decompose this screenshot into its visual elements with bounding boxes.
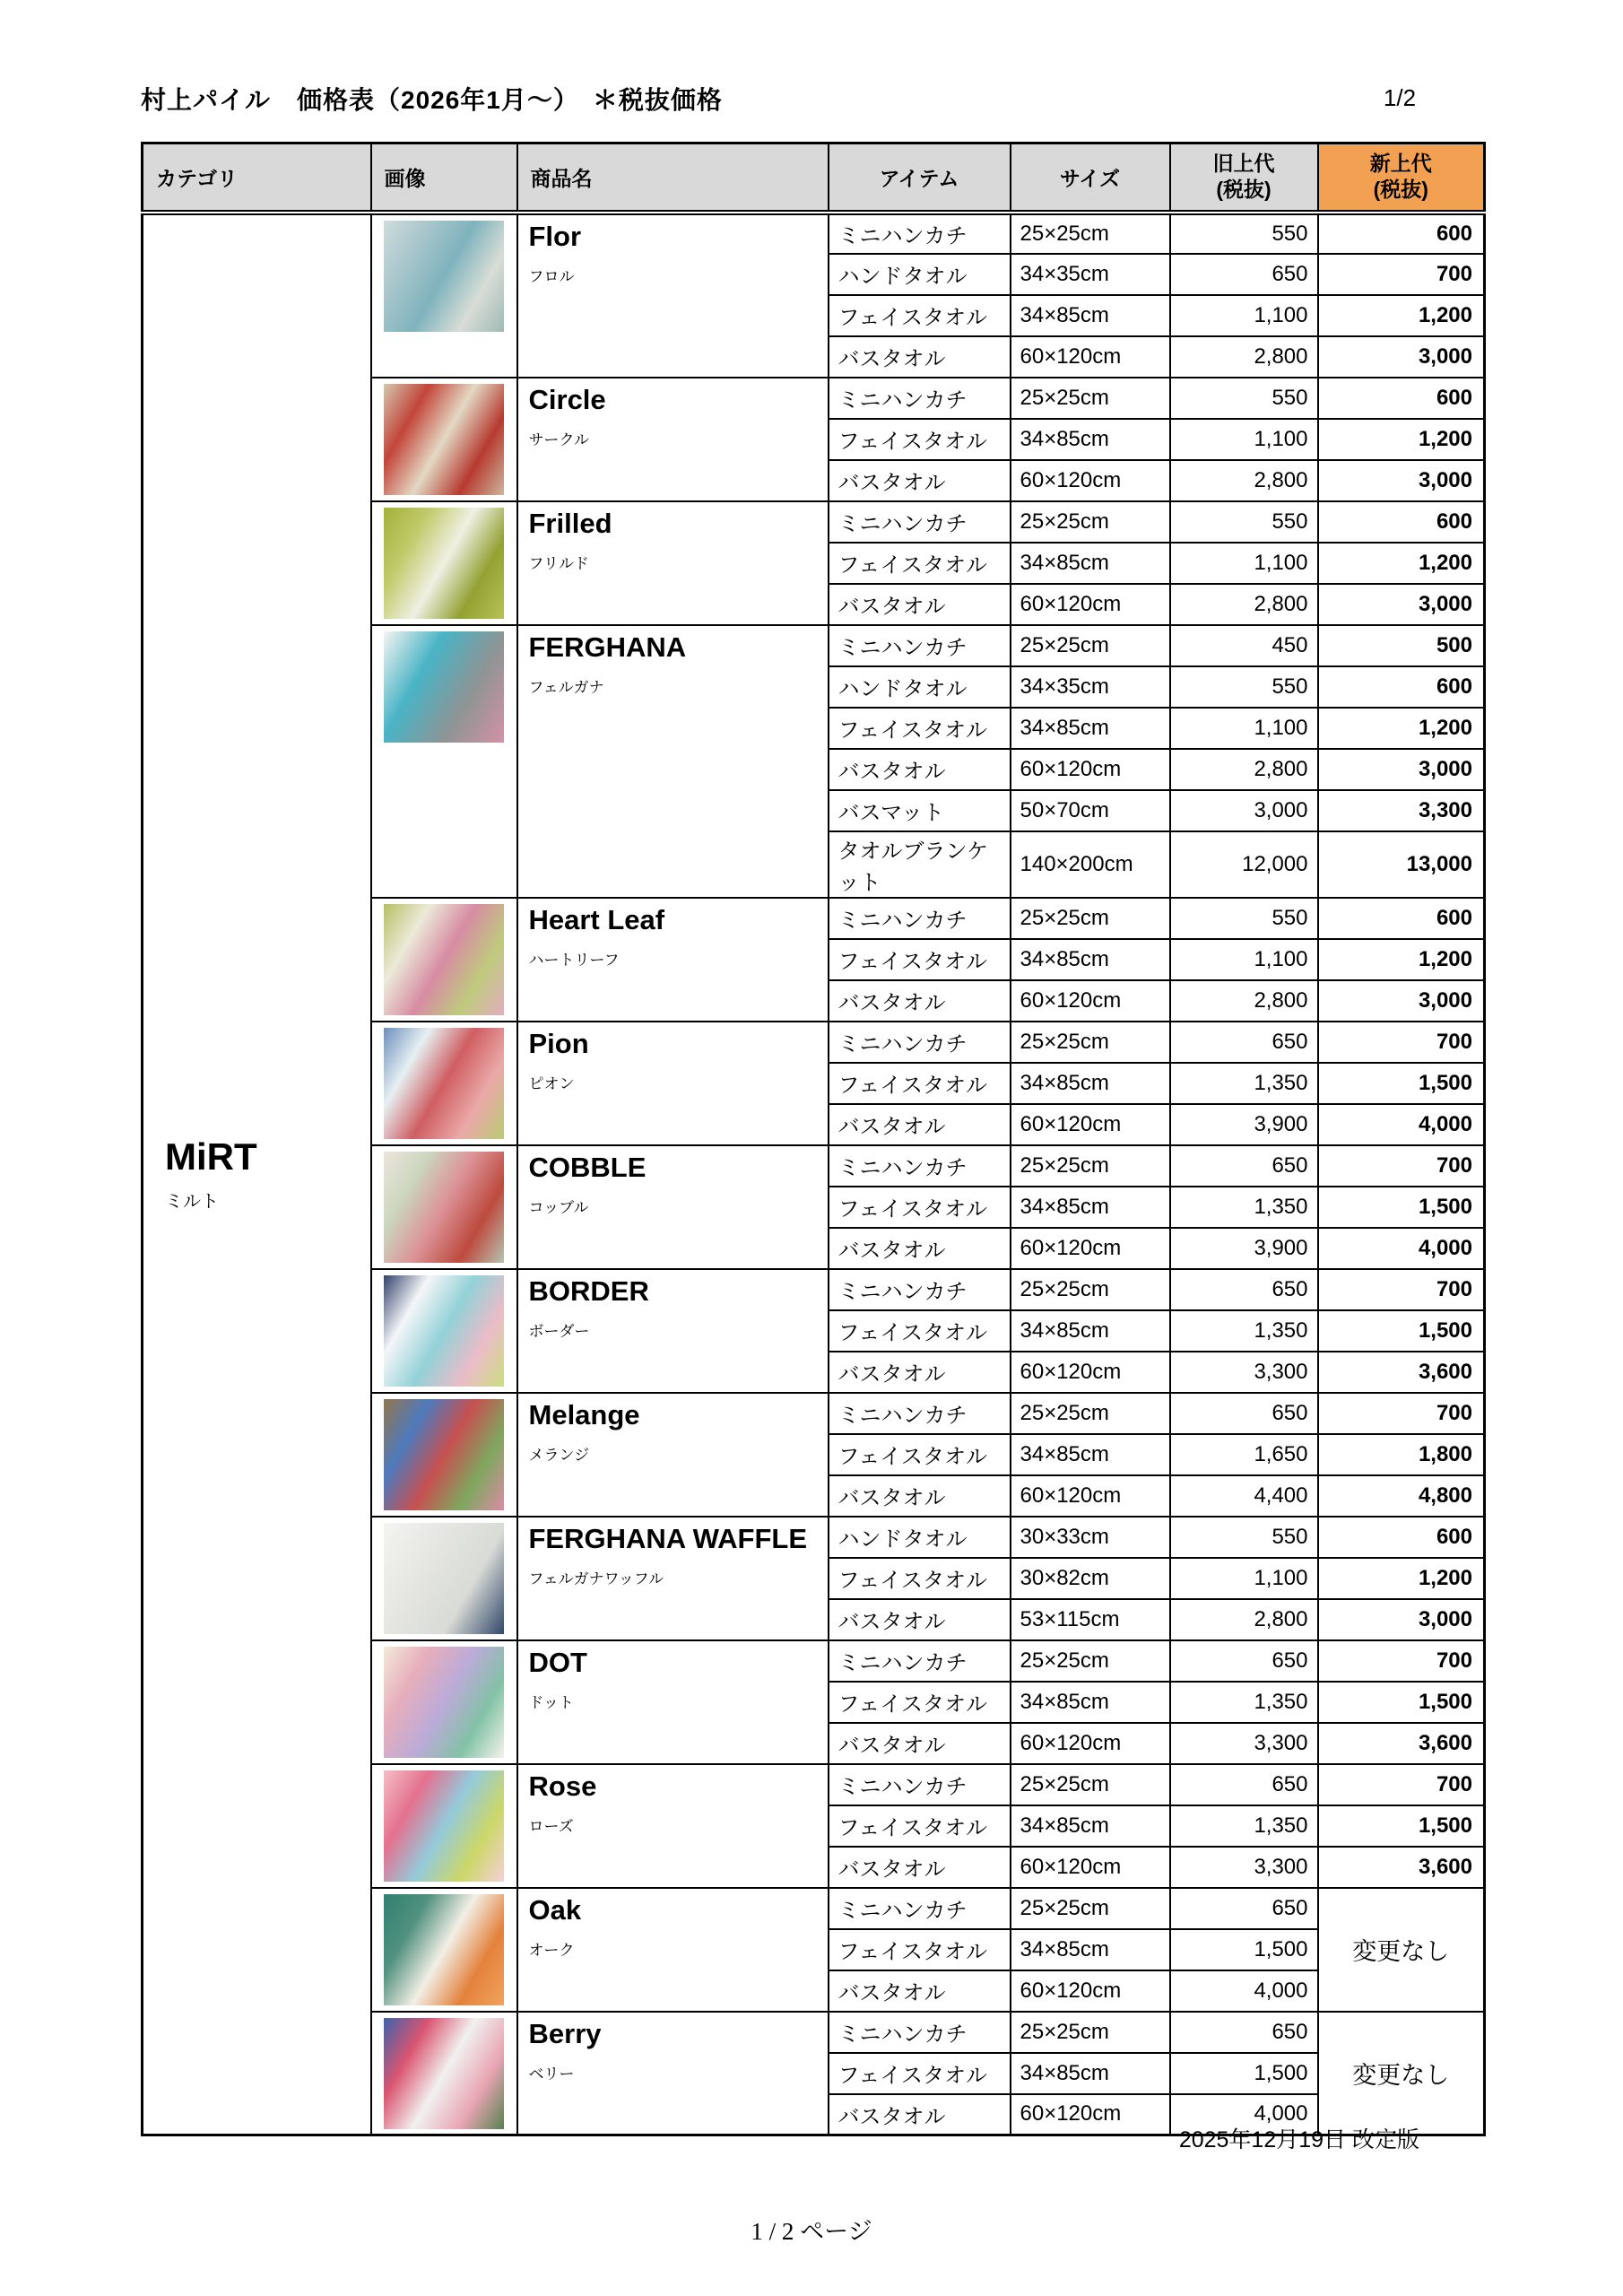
revision-note: 2025年12月19日 改定版 [1178,2127,1419,2152]
product-kana: サークル [528,430,589,448]
old-price-cell: 3,300 [1170,1847,1318,1888]
old-price-cell: 550 [1170,1517,1318,1558]
product-name: Pion [528,1027,589,1059]
old-price-cell: 1,100 [1170,708,1318,749]
old-price-cell: 650 [1170,1022,1318,1063]
size-cell: 25×25cm [1011,501,1170,543]
product-photo [384,1275,504,1387]
size-cell: 60×120cm [1011,1970,1170,2012]
product-name-cell [517,1888,829,2012]
new-price-cell: 700 [1318,1022,1485,1063]
new-price-cell: 4,800 [1318,1475,1485,1517]
new-price-cell: 1,200 [1318,543,1485,584]
product-photo [384,508,504,619]
old-price-cell: 550 [1170,898,1318,939]
col-header-new-price [1318,144,1485,213]
product-kana: ベリー [528,2065,575,2083]
size-cell: 34×85cm [1011,1063,1170,1104]
product-name-cell [517,378,829,501]
new-price-cell: 3,000 [1318,336,1485,378]
old-price-cell: 2,800 [1170,980,1318,1022]
item-cell: ミニハンカチ [829,501,1011,543]
old-price-cell: 3,000 [1170,790,1318,831]
size-cell: 34×85cm [1011,939,1170,980]
product-photo [384,1894,504,2005]
product-image-cell [371,1640,517,1764]
product-name: Rose [528,1770,597,1802]
product-name-cell [517,1145,829,1269]
item-cell: ミニハンカチ [829,1764,1011,1805]
old-price-cell: 1,100 [1170,295,1318,336]
size-cell: 34×85cm [1011,543,1170,584]
old-price-cell: 1,350 [1170,1682,1318,1723]
item-cell: ハンドタオル [829,666,1011,708]
old-price-cell: 1,350 [1170,1063,1318,1104]
size-cell: 60×120cm [1011,460,1170,501]
size-cell: 60×120cm [1011,584,1170,625]
size-cell: 60×120cm [1011,980,1170,1022]
old-price-cell: 3,300 [1170,1352,1318,1393]
size-cell: 25×25cm [1011,1764,1170,1805]
item-cell: バスタオル [829,1723,1011,1764]
item-cell: フェイスタオル [829,1187,1011,1228]
product-photo [384,1152,504,1263]
new-price-cell: 700 [1318,1764,1485,1805]
product-photo [384,1647,504,1758]
col-header-image: 画像 [371,144,517,213]
new-price-label-line2: (税抜) [1373,178,1428,202]
item-cell: ミニハンカチ [829,898,1011,939]
old-price-cell: 4,400 [1170,1475,1318,1517]
new-price-cell: 600 [1318,378,1485,419]
product-kana: ドット [528,1693,574,1711]
item-cell: バスタオル [829,749,1011,790]
item-cell: バスタオル [829,1970,1011,2012]
new-price-cell: 3,300 [1318,790,1485,831]
new-price-cell: 1,500 [1318,1682,1485,1723]
product-name: Melange [528,1398,640,1431]
old-price-cell: 2,800 [1170,584,1318,625]
size-cell: 34×85cm [1011,1805,1170,1847]
size-cell: 50×70cm [1011,790,1170,831]
item-cell: ミニハンカチ [829,2012,1011,2053]
product-kana: ローズ [528,1817,574,1835]
new-price-cell: 13,000 [1318,831,1485,898]
size-cell: 34×85cm [1011,1434,1170,1475]
new-price-cell: 1,800 [1318,1434,1485,1475]
product-image-cell [371,213,517,378]
item-cell: バスタオル [829,336,1011,378]
size-cell: 34×85cm [1011,419,1170,460]
col-header-category: カテゴリ [143,144,371,213]
size-cell: 25×25cm [1011,2012,1170,2053]
item-cell: フェイスタオル [829,295,1011,336]
product-photo [384,1770,504,1882]
old-price-cell: 650 [1170,1269,1318,1310]
product-kana: フェルガナ [528,678,604,696]
size-cell: 34×85cm [1011,295,1170,336]
item-cell: バスタオル [829,584,1011,625]
new-price-cell: 1,200 [1318,1558,1485,1599]
new-price-cell: 3,600 [1318,1723,1485,1764]
col-header-old-price [1170,144,1318,213]
product-image-cell [371,2012,517,2135]
item-cell: フェイスタオル [829,2053,1011,2094]
old-price-cell: 2,800 [1170,460,1318,501]
product-photo [384,631,504,743]
product-image-cell [371,1764,517,1888]
page-title: 村上パイル 価格表（2026年1月～） ＊税抜価格 [141,86,723,114]
size-cell: 25×25cm [1011,625,1170,666]
product-kana: メランジ [528,1446,590,1464]
product-photo [384,904,504,1015]
new-price-cell: 600 [1318,1517,1485,1558]
old-price-cell: 1,100 [1170,419,1318,460]
table-row [143,213,1485,254]
size-cell: 25×25cm [1011,1145,1170,1187]
old-price-label-line1: 旧上代 [1212,152,1275,176]
size-cell: 60×120cm [1011,749,1170,790]
size-cell: 25×25cm [1011,213,1170,254]
price-table [141,142,1486,2136]
new-price-cell: 1,500 [1318,1310,1485,1352]
item-cell: ミニハンカチ [829,1269,1011,1310]
old-price-cell: 1,500 [1170,1929,1318,1970]
product-name-cell [517,1640,829,1764]
product-name: FERGHANA [528,631,687,663]
old-price-cell: 650 [1170,2012,1318,2053]
old-price-cell: 550 [1170,501,1318,543]
size-cell: 60×120cm [1011,1104,1170,1145]
category-name: MiRT [165,1135,257,1178]
product-kana: コッブル [528,1198,589,1216]
size-cell: 34×85cm [1011,1682,1170,1723]
page-footer: 1 / 2 ページ [751,2218,872,2245]
product-name: BORDER [528,1274,649,1307]
old-price-cell: 550 [1170,666,1318,708]
size-cell: 30×82cm [1011,1558,1170,1599]
new-price-cell: 3,000 [1318,1599,1485,1640]
product-image-cell [371,501,517,625]
old-price-cell: 1,350 [1170,1187,1318,1228]
new-price-cell: 1,200 [1318,419,1485,460]
item-cell: フェイスタオル [829,1805,1011,1847]
old-price-cell: 12,000 [1170,831,1318,898]
item-cell: バスタオル [829,1475,1011,1517]
new-price-cell: 1,200 [1318,939,1485,980]
item-cell: バスタオル [829,460,1011,501]
product-name-cell [517,213,829,378]
size-cell: 60×120cm [1011,1228,1170,1269]
header-row [143,144,1485,213]
new-price-label-line1: 新上代 [1369,152,1432,176]
old-price-cell: 2,800 [1170,1599,1318,1640]
new-price-cell: 3,600 [1318,1352,1485,1393]
old-price-cell: 2,800 [1170,749,1318,790]
old-price-cell: 1,650 [1170,1434,1318,1475]
old-price-cell: 650 [1170,1145,1318,1187]
new-price-cell: 3,000 [1318,460,1485,501]
size-cell: 25×25cm [1011,378,1170,419]
product-image-cell [371,1022,517,1145]
item-cell: ミニハンカチ [829,625,1011,666]
product-name-cell [517,1269,829,1393]
product-photo [384,1399,504,1510]
category-kana: ミルト [165,1191,219,1212]
item-cell: フェイスタオル [829,1063,1011,1104]
size-cell: 34×85cm [1011,2053,1170,2094]
size-cell: 60×120cm [1011,336,1170,378]
product-kana: ピオン [528,1074,575,1092]
old-price-cell: 1,100 [1170,939,1318,980]
product-name: Frilled [528,507,612,539]
item-cell: バスマット [829,790,1011,831]
old-price-cell: 3,300 [1170,1723,1318,1764]
product-kana: ボーダー [528,1322,590,1340]
item-cell: バスタオル [829,1228,1011,1269]
new-price-cell: 3,000 [1318,584,1485,625]
new-price-cell: 4,000 [1318,1104,1485,1145]
col-header-item: アイテム [829,144,1011,213]
item-cell: ミニハンカチ [829,1022,1011,1063]
old-price-cell: 4,000 [1170,2094,1318,2135]
size-cell: 53×115cm [1011,1599,1170,1640]
size-cell: 25×25cm [1011,1393,1170,1434]
item-cell: バスタオル [829,1352,1011,1393]
new-price-cell: 700 [1318,1640,1485,1682]
product-name: Oak [528,1893,582,1926]
product-photo [384,221,504,332]
product-image-cell [371,1517,517,1640]
new-price-cell: 3,600 [1318,1847,1485,1888]
product-name: COBBLE [528,1151,647,1183]
old-price-cell: 4,000 [1170,1970,1318,2012]
new-price-cell: 600 [1318,213,1485,254]
size-cell: 60×120cm [1011,2094,1170,2135]
item-cell: バスタオル [829,2094,1011,2135]
product-kana: ハートリーフ [528,951,620,969]
item-cell: ハンドタオル [829,254,1011,295]
category-cell [143,213,371,2135]
size-cell: 25×25cm [1011,1022,1170,1063]
old-price-cell: 650 [1170,1393,1318,1434]
old-price-cell: 650 [1170,1888,1318,1929]
size-cell: 25×25cm [1011,1640,1170,1682]
size-cell: 25×25cm [1011,1269,1170,1310]
new-price-cell: 600 [1318,501,1485,543]
item-cell: フェイスタオル [829,708,1011,749]
size-cell: 60×120cm [1011,1847,1170,1888]
item-cell: フェイスタオル [829,939,1011,980]
new-price-cell: 1,500 [1318,1805,1485,1847]
product-name: FERGHANA WAFFLE [528,1522,808,1554]
product-name-cell [517,1517,829,1640]
item-cell: フェイスタオル [829,1558,1011,1599]
size-cell: 34×85cm [1011,708,1170,749]
product-photo [384,1028,504,1139]
item-cell: バスタオル [829,1599,1011,1640]
product-image-cell [371,898,517,1022]
item-cell: バスタオル [829,1847,1011,1888]
size-cell: 34×35cm [1011,254,1170,295]
product-image-cell [371,1269,517,1393]
new-price-cell: 600 [1318,898,1485,939]
product-name-cell [517,1764,829,1888]
item-cell: バスタオル [829,1104,1011,1145]
new-price-cell: 3,000 [1318,980,1485,1022]
item-cell: フェイスタオル [829,1682,1011,1723]
product-name: Heart Leaf [528,903,665,935]
item-cell: フェイスタオル [829,1929,1011,1970]
col-header-size: サイズ [1011,144,1170,213]
no-change-cell: 変更なし [1318,2012,1485,2135]
product-image-cell [371,1145,517,1269]
size-cell: 140×200cm [1011,831,1170,898]
size-cell: 25×25cm [1011,898,1170,939]
product-kana: フロル [528,267,575,285]
product-name-cell [517,898,829,1022]
product-name-cell [517,1393,829,1517]
item-cell: ミニハンカチ [829,1145,1011,1187]
old-price-cell: 3,900 [1170,1228,1318,1269]
no-change-cell: 変更なし [1318,1888,1485,2012]
new-price-cell: 700 [1318,1145,1485,1187]
size-cell: 60×120cm [1011,1352,1170,1393]
old-price-cell: 550 [1170,213,1318,254]
item-cell: フェイスタオル [829,1434,1011,1475]
item-cell: ミニハンカチ [829,213,1011,254]
new-price-cell: 700 [1318,1269,1485,1310]
product-image-cell [371,1393,517,1517]
product-kana: オーク [528,1941,575,1959]
old-price-cell: 650 [1170,1640,1318,1682]
old-price-cell: 1,500 [1170,2053,1318,2094]
new-price-cell: 1,200 [1318,708,1485,749]
new-price-cell: 3,000 [1318,749,1485,790]
product-name-cell [517,2012,829,2135]
old-price-cell: 1,100 [1170,543,1318,584]
item-cell: タオルブランケット [829,831,1011,898]
old-price-cell: 650 [1170,1764,1318,1805]
item-cell: バスタオル [829,980,1011,1022]
product-name-cell [517,501,829,625]
new-price-cell: 4,000 [1318,1228,1485,1269]
product-name: Circle [528,383,606,415]
item-cell: フェイスタオル [829,419,1011,460]
item-cell: フェイスタオル [829,1310,1011,1352]
item-cell: フェイスタオル [829,543,1011,584]
product-image-cell [371,625,517,898]
product-name: Berry [528,2017,602,2049]
size-cell: 25×25cm [1011,1888,1170,1929]
new-price-cell: 700 [1318,1393,1485,1434]
product-name: DOT [528,1646,587,1678]
size-cell: 60×120cm [1011,1475,1170,1517]
item-cell: ハンドタオル [829,1517,1011,1558]
product-photo [384,384,504,495]
old-price-cell: 1,350 [1170,1805,1318,1847]
size-cell: 34×85cm [1011,1187,1170,1228]
new-price-cell: 600 [1318,666,1485,708]
product-kana: フェルガナワッフル [528,1570,664,1587]
old-price-cell: 650 [1170,254,1318,295]
new-price-cell: 700 [1318,254,1485,295]
size-cell: 34×85cm [1011,1929,1170,1970]
product-name-cell [517,1022,829,1145]
product-image-cell [371,378,517,501]
old-price-cell: 450 [1170,625,1318,666]
old-price-cell: 3,900 [1170,1104,1318,1145]
item-cell: ミニハンカチ [829,1888,1011,1929]
old-price-cell: 1,100 [1170,1558,1318,1599]
product-photo [384,2018,504,2129]
product-name-cell [517,625,829,898]
size-cell: 30×33cm [1011,1517,1170,1558]
new-price-cell: 1,200 [1318,295,1485,336]
old-price-cell: 2,800 [1170,336,1318,378]
product-image-cell [371,1888,517,2012]
old-price-cell: 1,350 [1170,1310,1318,1352]
new-price-cell: 1,500 [1318,1187,1485,1228]
size-cell: 60×120cm [1011,1723,1170,1764]
size-cell: 34×35cm [1011,666,1170,708]
product-kana: フリルド [528,554,589,572]
page-indicator: 1/2 [1383,84,1417,111]
old-price-label-line2: (税抜) [1216,178,1271,202]
item-cell: ミニハンカチ [829,1640,1011,1682]
product-photo [384,1523,504,1634]
new-price-cell: 500 [1318,625,1485,666]
size-cell: 34×85cm [1011,1310,1170,1352]
product-name: Flor [528,220,582,252]
new-price-cell: 1,500 [1318,1063,1485,1104]
col-header-product: 商品名 [517,144,829,213]
item-cell: ミニハンカチ [829,378,1011,419]
item-cell: ミニハンカチ [829,1393,1011,1434]
old-price-cell: 550 [1170,378,1318,419]
